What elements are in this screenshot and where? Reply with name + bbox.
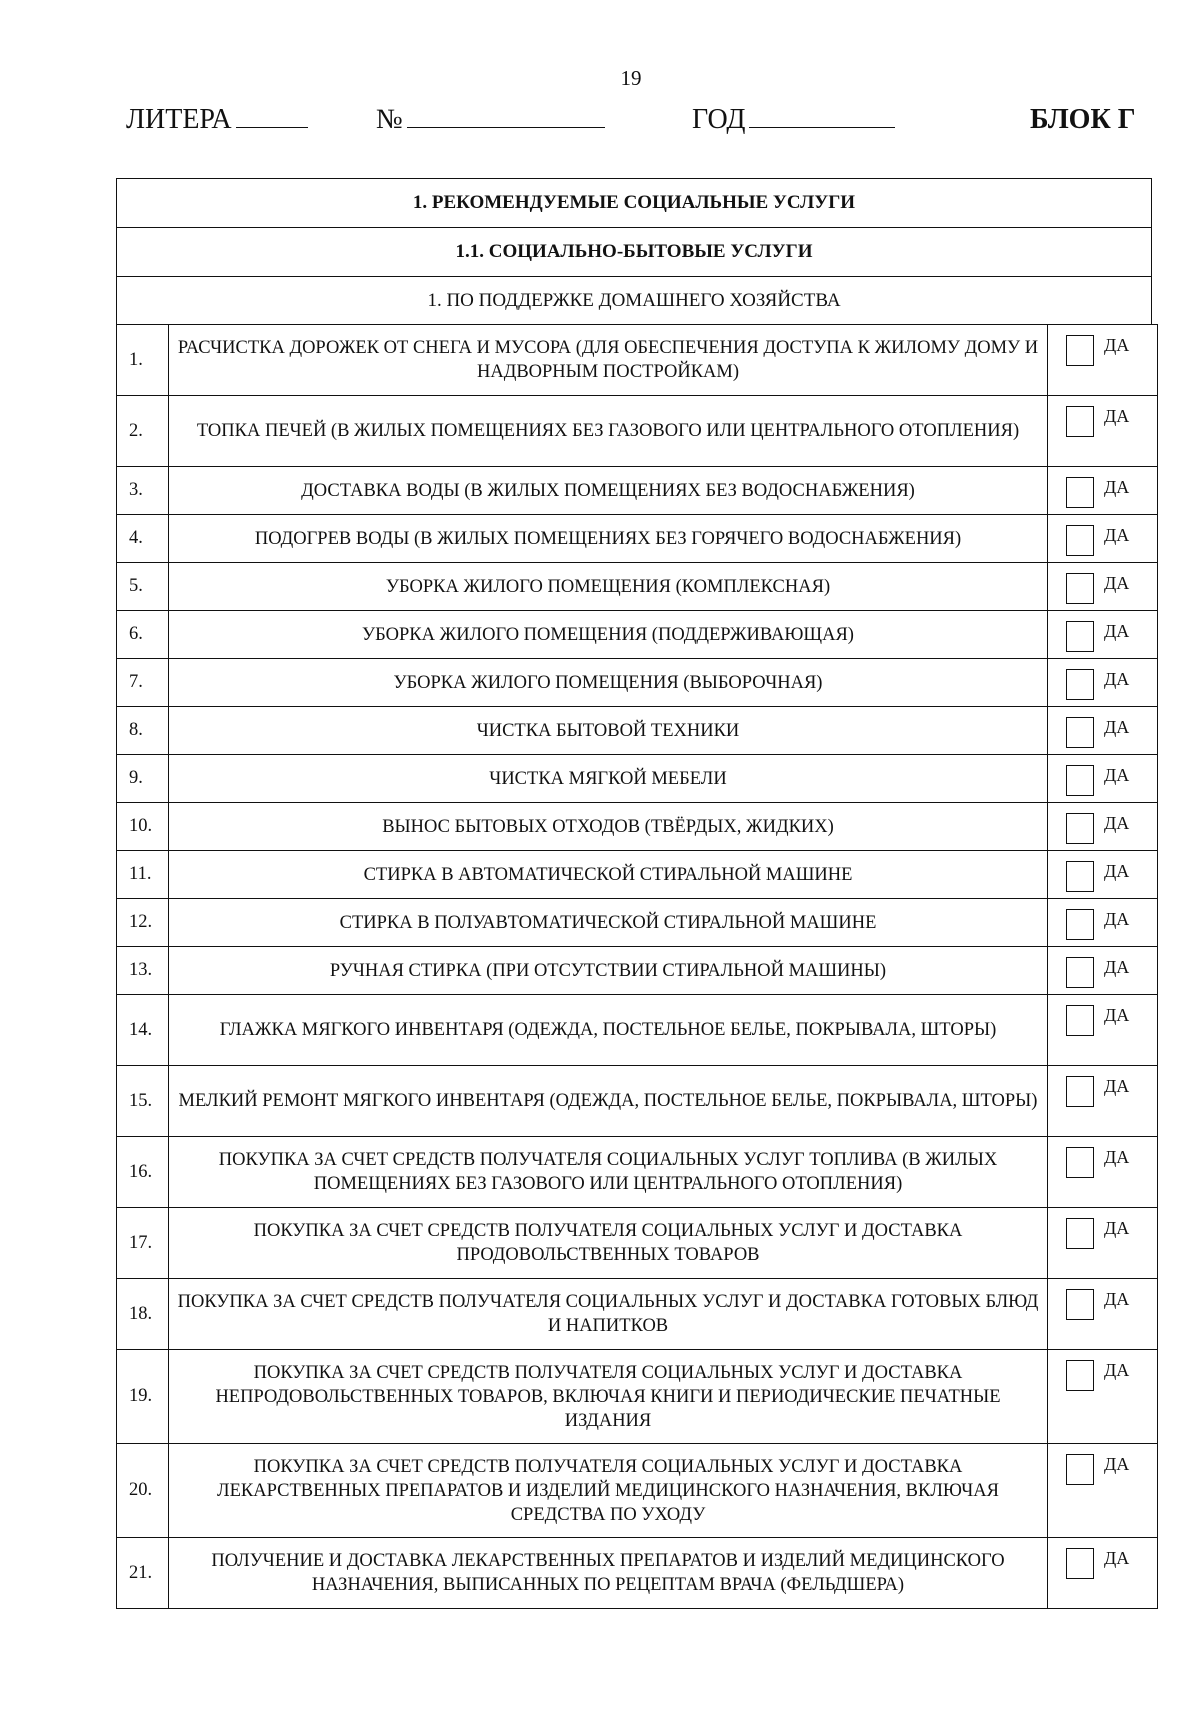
service-name: ЧИСТКА МЯГКОЙ МЕБЕЛИ — [169, 755, 1048, 803]
yes-label: ДА — [1104, 957, 1130, 977]
yes-label: ДА — [1104, 765, 1130, 785]
yes-checkbox[interactable] — [1066, 477, 1094, 508]
service-row — [117, 659, 1158, 707]
block-label: БЛОК Г — [1030, 104, 1136, 135]
yes-cell — [1048, 396, 1158, 467]
yes-cell — [1048, 659, 1158, 707]
page-number: 19 — [620, 66, 642, 90]
service-name: РАСЧИСТКА ДОРОЖЕК ОТ СНЕГА И МУСОРА (ДЛЯ ОБЕСПЕЧЕНИЯ ДОСТУПА К ЖИЛОМУ ДОМУ И НАДВОРНЫМ ПОСТРОЙКАМ) — [169, 325, 1048, 396]
service-row — [117, 1538, 1158, 1609]
service-number: 19. — [117, 1350, 169, 1444]
service-name: ПОКУПКА ЗА СЧЕТ СРЕДСТВ ПОЛУЧАТЕЛЯ СОЦИАЛЬНЫХ УСЛУГ И ДОСТАВКА ГОТОВЫХ БЛЮД И НАПИТКОВ — [169, 1279, 1048, 1350]
yes-cell — [1048, 1279, 1158, 1350]
yes-checkbox[interactable] — [1066, 957, 1094, 988]
service-row — [117, 755, 1158, 803]
service-row — [117, 707, 1158, 755]
yes-checkbox[interactable] — [1066, 1005, 1094, 1036]
service-row — [117, 1444, 1158, 1538]
yes-cell — [1048, 995, 1158, 1066]
yes-label: ДА — [1104, 1454, 1130, 1474]
service-name: ПОКУПКА ЗА СЧЕТ СРЕДСТВ ПОЛУЧАТЕЛЯ СОЦИАЛЬНЫХ УСЛУГ И ДОСТАВКА НЕПРОДОВОЛЬСТВЕННЫХ ТОВАРОВ, ВКЛЮЧАЯ КНИГИ И ПЕРИОДИЧЕСКИЕ ПЕЧАТНЫЕ ИЗДАНИЯ — [169, 1350, 1048, 1444]
service-number: 6. — [117, 611, 169, 659]
service-name: ПОКУПКА ЗА СЧЕТ СРЕДСТВ ПОЛУЧАТЕЛЯ СОЦИАЛЬНЫХ УСЛУГ ТОПЛИВА (В ЖИЛЫХ ПОМЕЩЕНИЯХ БЕЗ ГАЗОВОГО ИЛИ ЦЕНТРАЛЬНОГО ОТОПЛЕНИЯ) — [169, 1137, 1048, 1208]
service-number: 4. — [117, 515, 169, 563]
service-number: 10. — [117, 803, 169, 851]
yes-label: ДА — [1104, 1147, 1130, 1167]
service-name: СТИРКА В ПОЛУАВТОМАТИЧЕСКОЙ СТИРАЛЬНОЙ МАШИНЕ — [169, 899, 1048, 947]
service-number: 18. — [117, 1279, 169, 1350]
yes-checkbox[interactable] — [1066, 573, 1094, 604]
service-number: 11. — [117, 851, 169, 899]
yes-cell — [1048, 467, 1158, 515]
service-number: 17. — [117, 1208, 169, 1279]
service-number: 1. — [117, 325, 169, 396]
yes-checkbox[interactable] — [1066, 1548, 1094, 1579]
yes-checkbox[interactable] — [1066, 1218, 1094, 1249]
services-table — [116, 324, 1158, 1609]
form-header — [0, 104, 1200, 144]
litera-input-line[interactable] — [236, 105, 308, 128]
service-name: СТИРКА В АВТОМАТИЧЕСКОЙ СТИРАЛЬНОЙ МАШИНЕ — [169, 851, 1048, 899]
service-number: 8. — [117, 707, 169, 755]
yes-checkbox[interactable] — [1066, 813, 1094, 844]
section-title: 1. РЕКОМЕНДУЕМЫЕ СОЦИАЛЬНЫЕ УСЛУГИ — [116, 178, 1152, 227]
service-name: РУЧНАЯ СТИРКА (ПРИ ОТСУТСТВИИ СТИРАЛЬНОЙ МАШИНЫ) — [169, 947, 1048, 995]
service-row — [117, 1137, 1158, 1208]
yes-cell — [1048, 563, 1158, 611]
yes-checkbox[interactable] — [1066, 1147, 1094, 1178]
yes-cell — [1048, 1350, 1158, 1444]
litera-label: ЛИТЕРА — [126, 104, 232, 135]
service-name: УБОРКА ЖИЛОГО ПОМЕЩЕНИЯ (КОМПЛЕКСНАЯ) — [169, 563, 1048, 611]
yes-cell — [1048, 1137, 1158, 1208]
yes-label: ДА — [1104, 1005, 1130, 1025]
service-name: МЕЛКИЙ РЕМОНТ МЯГКОГО ИНВЕНТАРЯ (ОДЕЖДА, ПОСТЕЛЬНОЕ БЕЛЬЕ, ПОКРЫВАЛА, ШТОРЫ) — [169, 1066, 1048, 1137]
service-row — [117, 1350, 1158, 1444]
year-input-line[interactable] — [749, 105, 895, 128]
service-number: 15. — [117, 1066, 169, 1137]
yes-cell — [1048, 707, 1158, 755]
service-row — [117, 563, 1158, 611]
yes-cell — [1048, 755, 1158, 803]
service-row — [117, 515, 1158, 563]
number-field — [376, 104, 605, 136]
yes-cell — [1048, 515, 1158, 563]
yes-checkbox[interactable] — [1066, 765, 1094, 796]
yes-label: ДА — [1104, 477, 1130, 497]
service-row — [117, 899, 1158, 947]
yes-checkbox[interactable] — [1066, 717, 1094, 748]
group-title: 1. ПО ПОДДЕРЖКЕ ДОМАШНЕГО ХОЗЯЙСТВА — [116, 276, 1152, 324]
service-name: ПОКУПКА ЗА СЧЕТ СРЕДСТВ ПОЛУЧАТЕЛЯ СОЦИАЛЬНЫХ УСЛУГ И ДОСТАВКА ПРОДОВОЛЬСТВЕННЫХ ТОВАРОВ — [169, 1208, 1048, 1279]
service-name: ЧИСТКА БЫТОВОЙ ТЕХНИКИ — [169, 707, 1048, 755]
services-sheet — [116, 178, 1152, 1609]
yes-label: ДА — [1104, 335, 1130, 355]
yes-cell — [1048, 851, 1158, 899]
yes-checkbox[interactable] — [1066, 1454, 1094, 1485]
yes-cell — [1048, 325, 1158, 396]
service-name: УБОРКА ЖИЛОГО ПОМЕЩЕНИЯ (ВЫБОРОЧНАЯ) — [169, 659, 1048, 707]
yes-label: ДА — [1104, 621, 1130, 641]
service-number: 5. — [117, 563, 169, 611]
service-number: 20. — [117, 1444, 169, 1538]
number-label: № — [376, 104, 403, 135]
service-name: ВЫНОС БЫТОВЫХ ОТХОДОВ (ТВЁРДЫХ, ЖИДКИХ) — [169, 803, 1048, 851]
yes-checkbox[interactable] — [1066, 861, 1094, 892]
yes-checkbox[interactable] — [1066, 1289, 1094, 1320]
service-number: 7. — [117, 659, 169, 707]
yes-label: ДА — [1104, 406, 1130, 426]
yes-label: ДА — [1104, 909, 1130, 929]
service-row — [117, 995, 1158, 1066]
yes-label: ДА — [1104, 1289, 1130, 1309]
year-label: ГОД — [692, 104, 746, 135]
service-number: 9. — [117, 755, 169, 803]
yes-checkbox[interactable] — [1066, 669, 1094, 700]
yes-cell — [1048, 611, 1158, 659]
service-number: 2. — [117, 396, 169, 467]
year-field — [692, 104, 895, 136]
service-number: 16. — [117, 1137, 169, 1208]
yes-label: ДА — [1104, 1360, 1130, 1380]
yes-cell — [1048, 947, 1158, 995]
service-number: 14. — [117, 995, 169, 1066]
yes-label: ДА — [1104, 525, 1130, 545]
yes-cell — [1048, 803, 1158, 851]
service-name: ГЛАЖКА МЯГКОГО ИНВЕНТАРЯ (ОДЕЖДА, ПОСТЕЛЬНОЕ БЕЛЬЕ, ПОКРЫВАЛА, ШТОРЫ) — [169, 995, 1048, 1066]
service-row — [117, 611, 1158, 659]
yes-checkbox[interactable] — [1066, 1360, 1094, 1391]
service-name: ПОЛУЧЕНИЕ И ДОСТАВКА ЛЕКАРСТВЕННЫХ ПРЕПАРАТОВ И ИЗДЕЛИЙ МЕДИЦИНСКОГО НАЗНАЧЕНИЯ, ВЫПИСАННЫХ ПО РЕЦЕПТАМ ВРАЧА (ФЕЛЬДШЕРА) — [169, 1538, 1048, 1609]
service-name: УБОРКА ЖИЛОГО ПОМЕЩЕНИЯ (ПОДДЕРЖИВАЮЩАЯ) — [169, 611, 1048, 659]
service-row — [117, 467, 1158, 515]
yes-checkbox[interactable] — [1066, 335, 1094, 366]
yes-label: ДА — [1104, 717, 1130, 737]
service-row — [117, 851, 1158, 899]
service-name: ТОПКА ПЕЧЕЙ (В ЖИЛЫХ ПОМЕЩЕНИЯХ БЕЗ ГАЗОВОГО ИЛИ ЦЕНТРАЛЬНОГО ОТОПЛЕНИЯ) — [169, 396, 1048, 467]
yes-cell — [1048, 1538, 1158, 1609]
yes-label: ДА — [1104, 813, 1130, 833]
yes-cell — [1048, 1444, 1158, 1538]
service-name: ПОДОГРЕВ ВОДЫ (В ЖИЛЫХ ПОМЕЩЕНИЯХ БЕЗ ГОРЯЧЕГО ВОДОСНАБЖЕНИЯ) — [169, 515, 1048, 563]
yes-label: ДА — [1104, 573, 1130, 593]
service-row — [117, 803, 1158, 851]
service-name: ДОСТАВКА ВОДЫ (В ЖИЛЫХ ПОМЕЩЕНИЯХ БЕЗ ВОДОСНАБЖЕНИЯ) — [169, 467, 1048, 515]
yes-checkbox[interactable] — [1066, 909, 1094, 940]
service-number: 3. — [117, 467, 169, 515]
yes-checkbox[interactable] — [1066, 525, 1094, 556]
service-number: 13. — [117, 947, 169, 995]
yes-checkbox[interactable] — [1066, 406, 1094, 437]
yes-label: ДА — [1104, 1548, 1130, 1568]
service-row — [117, 947, 1158, 995]
yes-cell — [1048, 899, 1158, 947]
service-row — [117, 396, 1158, 467]
service-row — [117, 1208, 1158, 1279]
service-name: ПОКУПКА ЗА СЧЕТ СРЕДСТВ ПОЛУЧАТЕЛЯ СОЦИАЛЬНЫХ УСЛУГ И ДОСТАВКА ЛЕКАРСТВЕННЫХ ПРЕПАРАТОВ И ИЗДЕЛИЙ МЕДИЦИНСКОГО НАЗНАЧЕНИЯ, ВКЛЮЧАЯ СРЕДСТВА ПО УХОДУ — [169, 1444, 1048, 1538]
yes-checkbox[interactable] — [1066, 1076, 1094, 1107]
yes-cell — [1048, 1066, 1158, 1137]
yes-cell — [1048, 1208, 1158, 1279]
yes-label: ДА — [1104, 861, 1130, 881]
service-row — [117, 1279, 1158, 1350]
yes-checkbox[interactable] — [1066, 621, 1094, 652]
subsection-title: 1.1. СОЦИАЛЬНО-БЫТОВЫЕ УСЛУГИ — [116, 227, 1152, 276]
service-number: 21. — [117, 1538, 169, 1609]
number-input-line[interactable] — [407, 105, 605, 128]
litera-field — [126, 104, 308, 136]
service-number: 12. — [117, 899, 169, 947]
yes-label: ДА — [1104, 669, 1130, 689]
yes-label: ДА — [1104, 1218, 1130, 1238]
yes-label: ДА — [1104, 1076, 1130, 1096]
service-row — [117, 1066, 1158, 1137]
service-row — [117, 325, 1158, 396]
